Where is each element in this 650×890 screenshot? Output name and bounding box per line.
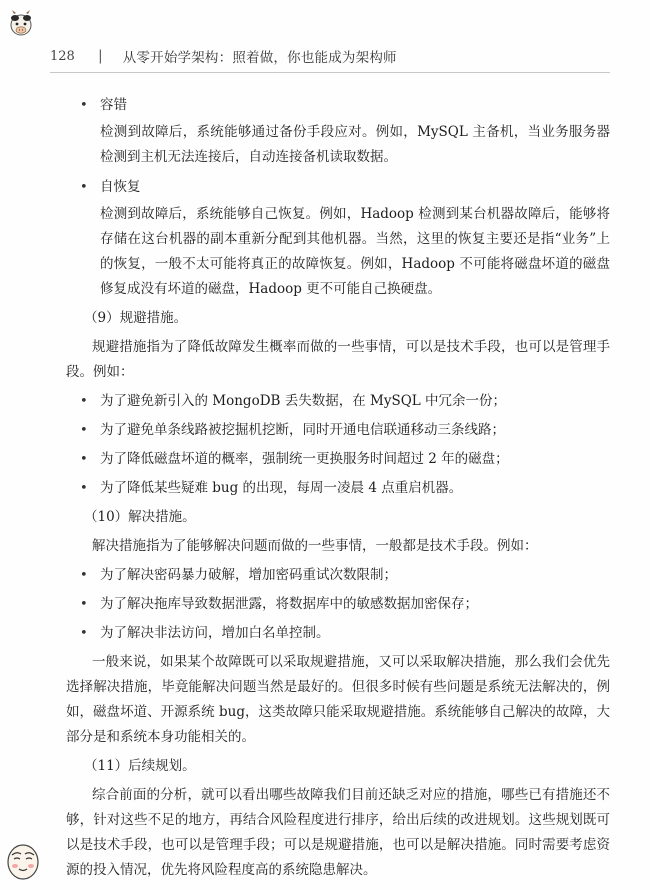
avoidance-list	[66, 389, 610, 501]
header-divider	[50, 72, 610, 73]
resolution-heading: （10）解决措施。	[84, 509, 196, 525]
cow-mascot-icon	[6, 8, 36, 40]
list-item: • 为了降低磁盘坏道的概率，强制统一更换服务时间超过 2 年的磁盘；	[66, 447, 610, 472]
list-item: • 为了避免单条线路被挖掘机挖断，同时开通电信联通移动三条线路；	[66, 418, 610, 443]
resolution-list	[66, 563, 610, 646]
running-header	[50, 44, 610, 68]
self-recovery-body: 检测到故障后，系统能够自己恢复。例如，Hadoop 检测到某台机器故障后，能够将存储在这台机器的副本重新分配到其他机器。当然，这里的恢复主要还是指“业务”上的恢复，一般不太可能将真正的故障恢复。例如，Hadoop 不可能将磁盘坏道的磁盘修复成没有坏道的磁盘，Hadoop 更不可能自己换硬盘。	[100, 206, 610, 297]
followup-heading: （11）后续规划。	[84, 758, 196, 774]
face-mascot-icon	[6, 838, 40, 882]
list-item: • 为了解决拖库导致数据泄露，将数据库中的敏感数据加密保存；	[66, 592, 610, 617]
fault-tolerance-body: 检测到故障后，系统能够通过备份手段应对。例如，MySQL 主备机，当业务服务器检测到主机无法连接后，自动连接备机读取数据。	[100, 124, 610, 165]
avoidance-intro: 规避措施指为了降低故障发生概率而做的一些事情，可以是技术手段，也可以是管理手段。例如：	[66, 339, 610, 380]
list-item: • 为了避免新引入的 MongoDB 丢失数据，在 MySQL 中冗余一份；	[66, 389, 610, 414]
fault-tolerance-title: 容错	[100, 97, 127, 113]
resolution-intro: 解决措施指为了能够解决问题而做的一些事情，一般都是技术手段。例如：	[92, 538, 538, 554]
avoidance-heading: （9）规避措施。	[84, 310, 188, 326]
book-title: 从零开始学架构：照着做，你也能成为架构师	[122, 50, 397, 66]
followup-body: 综合前面的分析，就可以看出哪些故障我们目前还缺乏对应的措施，哪些已有措施还不够，针对这些不足的地方，再结合风险程度进行排序，给出后续的改进规划。这些规划既可以是技术手段，也可以是管理手段；可以是规避措施，也可以是解决措施。同时需要考虑资源的投入情况，优先将风险程度高的系统隐患解决。	[66, 787, 610, 878]
self-recovery-bullet	[66, 175, 610, 200]
list-item: • 为了解决非法访问，增加白名单控制。	[66, 621, 610, 646]
general-paragraph: 一般来说，如果某个故障既可以采取规避措施，又可以采取解决措施，那么我们会优先选择解决措施，毕竟能解决问题当然是最好的。但很多时候有些问题是系统无法解决的，例如，磁盘坏道、开源系统 bug，这类故障只能采取规避措施。系统能够自己解决的故障，大部分是和系统本身功能相关的。	[66, 654, 610, 745]
page-number: 128	[50, 48, 75, 64]
list-item: • 为了解决密码暴力破解，增加密码重试次数限制；	[66, 563, 610, 588]
header-separator: |	[98, 48, 103, 64]
fault-tolerance-bullet	[66, 93, 610, 118]
self-recovery-title: 自恢复	[100, 179, 141, 195]
page-body	[66, 88, 610, 887]
list-item: • 为了降低某些疑难 bug 的出现，每周一凌晨 4 点重启机器。	[66, 476, 610, 501]
